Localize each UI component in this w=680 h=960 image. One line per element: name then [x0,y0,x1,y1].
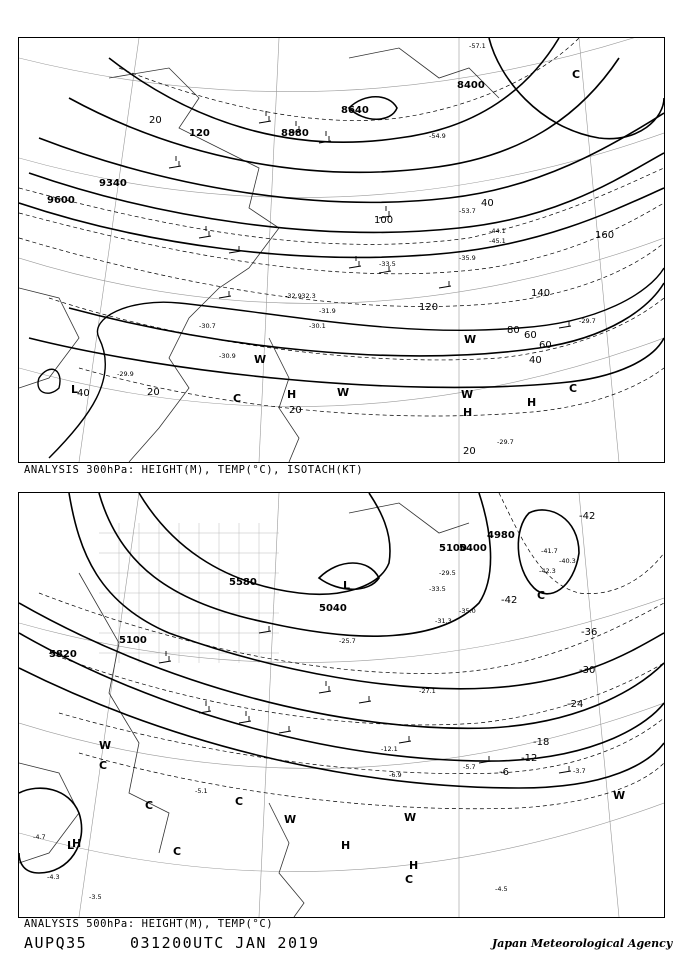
temp-obs: -29.7 [579,317,596,325]
cold-symbol: C [233,392,242,405]
cold-symbol: C [173,845,182,858]
temp-obs: -44.1 [489,227,506,235]
high-symbol: L [67,839,75,852]
warm-symbol: W [284,813,297,826]
temp-obs: -29.5 [439,569,456,577]
isotherms-500 [39,493,664,809]
map-300hpa-svg [19,38,664,462]
height-label: 120 [189,128,210,139]
coastline-500 [19,503,469,917]
temp-obs: -29.9 [117,370,134,378]
cold-symbol: C [235,795,244,808]
warm-symbol: W [613,789,626,802]
temp-obs: -31.9 [319,307,336,315]
height-label: 9340 [99,178,127,189]
high-symbol: H [527,396,537,409]
isotach-label: 60 [539,340,552,351]
warm-symbol: W [404,811,417,824]
high-symbol: H [72,837,82,850]
issue-time: 031200UTC JAN 2019 [130,934,320,952]
isotach-label: 100 [374,215,394,226]
temp-label: -42 [579,511,596,522]
warm-symbol: W [337,386,350,399]
height-label: 8880 [281,128,309,139]
temp-obs: -30.7 [199,322,216,330]
high-symbol: H [409,859,419,872]
cold-symbol: C [99,759,108,772]
temp-obs: -40.3 [559,557,576,565]
temp-label: -42 [501,595,518,606]
height-contours-500 [19,493,664,873]
isotach-label: 20 [289,405,302,416]
isotach-label: 60 [524,330,537,341]
high-symbol: H [287,388,297,401]
height-label: 8640 [341,105,369,116]
isotach-label: 20 [463,446,476,457]
temp-obs: -3.7 [573,767,586,775]
temp-obs: -35.9 [459,254,476,262]
product-code: AUPQ35 [24,934,88,952]
temp-obs: -35.0 [459,607,476,615]
height-label: 5820 [49,649,77,660]
caption-300hpa: ANALYSIS 300hPa: HEIGHT(M), TEMP(°C), ISOTACH(KT) [24,464,364,476]
warm-symbol: W [464,333,477,346]
isotach-label: 80 [507,325,520,336]
isotach-label: 40 [77,388,90,399]
height-label: 5040 [319,603,347,614]
isotach-contours-300 [38,268,664,458]
cold-symbol: C [572,68,581,81]
temp-obs: -54.9 [429,132,446,140]
temp-obs: -4.7 [33,833,46,841]
height-label: 5400 [459,543,487,554]
isotach-label: 20 [149,115,162,126]
cold-symbol: C [405,873,414,886]
map-500hpa-svg [19,493,664,917]
height-label: 4980 [487,530,515,541]
temp-label: -36 [581,627,598,638]
temp-obs: -41.7 [541,547,558,555]
temp-obs: -12.1 [381,745,398,753]
isotach-label: 120 [419,302,439,313]
isotach-label: 140 [531,288,551,299]
temp-obs: -31.3 [435,617,452,625]
cold-symbol: C [569,382,578,395]
temp-obs: -45.1 [489,237,506,245]
warm-symbol: W [254,353,267,366]
temp-label: -18 [533,737,550,748]
isotach-label: 160 [595,230,615,241]
temp-label: -24 [567,699,584,710]
map-panel-500hpa [18,492,665,918]
temp-obs: -32.9 [285,292,302,300]
cold-symbol: C [537,589,546,602]
temp-obs: -3.5 [89,893,102,901]
temp-obs: -4.3 [47,873,60,881]
temp-label: -12 [521,753,538,764]
temp-obs: -30.9 [219,352,236,360]
temp-obs: -5.7 [463,763,476,771]
high-symbol: H [341,839,351,852]
temp-obs: -5.1 [195,787,208,795]
isotach-label: 20 [147,387,160,398]
height-labels-300 [47,80,485,206]
height-label: 5580 [229,577,257,588]
height-label: 5100 [439,543,467,554]
height-label: 8400 [457,80,485,91]
temp-obs: -53.7 [459,207,476,215]
temp-obs: -27.1 [419,687,436,695]
height-label: 5100 [119,635,147,646]
temp-label: -6 [499,767,509,778]
temp-obs: -42.3 [539,567,556,575]
warm-symbol: W [99,739,112,752]
temp-label: -30 [579,665,596,676]
temp-obs: -30.1 [309,322,326,330]
isotach-label: 40 [481,198,494,209]
high-symbol: H [463,406,473,419]
height-label: 9600 [47,195,75,206]
low-symbol: L [71,383,79,396]
temp-obs: -29.7 [497,438,514,446]
map-panel-300hpa [18,37,665,463]
cold-symbol: C [145,799,154,812]
temp-obs: -32.3 [299,292,316,300]
temp-obs: -33.5 [429,585,446,593]
caption-500hpa: ANALYSIS 500hPa: HEIGHT(M), TEMP(°C) [24,918,274,930]
temp-obs: -33.5 [379,260,396,268]
temp-obs: -57.1 [469,42,486,50]
isotach-label: 40 [529,355,542,366]
temp-obs: -4.5 [495,885,508,893]
temp-obs: -6.9 [389,771,402,779]
low-symbol: L [343,579,351,592]
temp-obs: -25.7 [339,637,356,645]
agency-name: Japan Meteorological Agency [492,937,673,950]
warm-symbol: W [461,388,474,401]
symbols-500 [67,579,625,886]
